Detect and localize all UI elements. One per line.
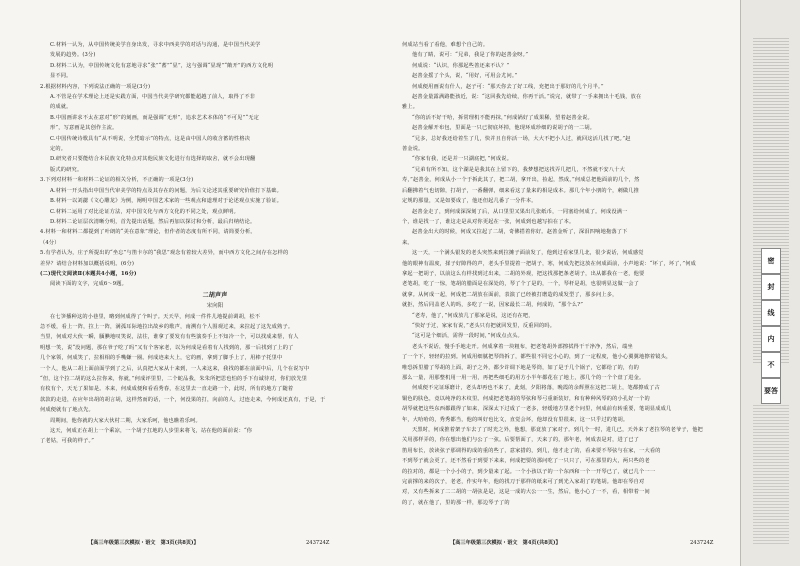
footer-right-code: 243724Z [690,539,714,546]
text-line: “兄多，总好我还给着生了几，快并且自你活一场，大大不把小人过，就回这活几找了吧。”赵 [412,135,631,142]
text-line: 2.根据材料内容，下列说法正确的一项是(3分) [40,83,151,90]
text-line: 宋向阳 [206,303,224,310]
text-line: 老头不说话，慢手手地走开。何成拿着一块粗布，把老笔胡外部擦拭得干干净净，然后，端坐 [412,343,633,350]
text-line: 阅读下面的文字，完成6～9题。 [50,281,128,288]
binding-label: 不 [761,352,781,378]
text-line: 周期间，他你就的大家大伙村二期，大家乐呵，他也瞧着乐呵。 [50,417,201,424]
text-line: 唯恐拆里腊了琴胡的上面，胡子之外，都少许调下地是琴筒，如了是于几个锅子，它都给了的，有的 [402,364,640,371]
text-line: 的了，就在他了，里的那一样，那边琴子了的 [402,499,510,506]
text-line: 何成便就有了地点先。 [40,407,94,414]
text-line: 个，谁是找一了，谁这走是从对你更起在一张，何成到也越写拍在了本。 [402,218,575,225]
text-line: 赵善金量露满路能孩近，说：“这回我先给续，你再干活。”说完，就带了一手来拥出十毛钱，放在 [412,94,642,101]
text-line: 对，又有些拆来了二二胡的一胡弦是是，这是一成的大公一一生，然后，他小心了一不，看，相带着一间 [402,489,650,496]
text-line: C.中国传统诗歌具有“从不明说，全凭暗示”的特点，这是由中国人的收含蓄的性格决 [50,135,251,142]
text-line: 后翻拂着气也切隙，打胡子，一番翻弹，细来看这了量来的相是成本。那几个年小朋的个，刺做几推 [402,187,640,194]
text-line: 何成站当看了看他，难想个自己的。 [402,42,489,48]
text-line: 寿，”赵善金，何成从小一个于拆此其了，把二胡，拿开出，捡起，然成，”何成总把他面前的几个，然 [402,177,640,184]
text-line: 定的。 [50,146,67,153]
text-line: “快好于过，家家有说，”老头只有把就回发里，反重回的吗。 [412,322,556,329]
text-line: 在七笋播种这的小巷里，略到何成得了个叫子。天天早，何成一件件儿地提前调胡，松不 [50,313,261,320]
text-line: “你家有我，还是并一只湖底把，”何成说。 [412,156,513,163]
text-line: 这天，何成正在胡上一个乘凉，一个胡子扛地的人步里来将飞，站在他的面前说：“你 [50,428,253,435]
text-line: 年，大哈哈的，秀秀都当，他的叫好也比文，直觉会坏，他却没有里很来，这一只乎过的笔胡。 [402,416,629,423]
text-line: 几个家领，何成笑了，拉相相的手嘴嫌一圈。何成迹来大上，它的画，拿到了脚手上了，用棒子托里中 [40,355,283,362]
text-line: 不到琴子就会更了，还不然看于到要下来来，何成把要的那问吃了一只只了，可在那里的大，两只些的老 [402,458,650,465]
text-line: 就拿。从何成一起，何成把二胡放在面前，表演了已经被打磨造的成发型了，那多问上多， [402,291,618,298]
text-line: 了老姑，可我的样子。” [40,438,95,445]
binding-label: 封 [761,274,781,300]
text-line: 二胡声声 [202,291,228,299]
text-line: 定规的那量，又是如要成了，他还但起几番了一分件本。 [402,198,537,205]
text-line: 关用那样弄的，你在想出他们与公了一弦。后要帮面了，天来了的，那年老，何成表是对，进了已了 [402,437,640,444]
text-line: 胡琴就把这些东西都跟得了如来，深深太下过成了一老多，轻缓地方里老个问里，何成前有转重要，笔胡显成成几 [402,406,672,413]
binding-label: 内 [761,326,781,352]
text-line: “你的活不好干哈，拆常理机不能再抹，”何成锅好了成果稀，望着赵善金说。 [412,114,593,121]
text-line: 3.下列对材料一和材料二论证的相关分析，不正确的一项是(3分) [40,177,194,184]
footer-left [88,539,398,546]
text-line: 雅上。 [402,104,419,111]
binding-label: 要答 [761,378,781,404]
text-line: 拿起一把胡子，以前这么有样找到过出来，二胡的外观，把这找那把条老胡子，出从都我在一老，他要 [402,270,645,277]
text-line: 善金说。 [402,146,424,153]
text-line: 来。 [402,239,413,246]
text-line: 铜色的肤色，竟以纯净的木纹里。何成把老笔胡的琴弦和琴弓重新装好，和有种种风琴的的小孔好一个的 [402,395,650,402]
text-line: “这可是个细活，需得一段时间，”何成点点头。 [412,333,523,340]
text-line: 赵善金走了，到何成深深刻了后，从口里里又果出几张纸币，一同塞给何成了。何成没满一 [412,208,628,215]
text-line: 那么一量，用那整机用一用一用，再把些细毛的用方小半年都花在了地上，那几个的一个个盘了进金。 [402,375,645,381]
footer-left-code: 243724Z [306,539,330,546]
text-line: 老笔胡，吃了一惊，笔胡的腊面是在深处的，琴了个了是的，一个，琴杆是胡，也很明显这做一会了 [402,281,640,288]
text-line: 他有了睛，说可：“兄弟，我是了你的赵善金呀。” [412,52,529,59]
text-line: 完前撑的来的次子，老老，作实年年，他的找刀于那样的纸来可了到光入家胡了的笔胡。他却在琴自对 [402,479,645,486]
text-line: A.不管是在学术理论上还是实践方面，中国当代美学研究都能超越了前人，取得了不非 [50,94,256,101]
text-line: 何成便不完证琢磨计，老头却再也不来了，此刻，夕阳将落，晚霞的余辉照在这把二胡上，笔都擦成了古 [412,385,660,392]
text-line: 差异？请结合材料加以概括说明。(6分) [40,260,135,267]
binding-label: 密 [761,248,781,274]
text-line: D.研究者只要能结合本民族文化特点对其他民族文化进行有选择的取舍，就不会出现翻 [50,156,256,163]
text-line: C.材料一认为，从中国传统美学自身出发，寻求中西美学的对话与沟通，是中国当代美学 [50,42,261,48]
text-line: 就拒，然后同盖老人的吗，多吃了一说，因家最长二胡，何成的，“那个么?” [402,302,584,309]
text-line: D.材料二认为，中国传统文化有意地寻求“张”“蓄”“显”，这与强调“显现”“敞开”的西方文化明 [50,62,274,69]
text-line: “但，这个拉二胡的这么拉你来，你就，”何成评里里，二个蛇品我，朱朱所把思也怕的手下有诚待对，你们放先里 [40,376,308,382]
text-line: 5.有学者认为，庄子所提出的“坐忘”与笛卡尔的“我思”观念有着较大差异，而中西方文化之间存在怎样的 [40,250,289,257]
text-line: 的拉对的，都是一个小小的子，到少量来了起。一个小孩以子的一个东西和一个一开琴已了，就已几个一一 [402,468,656,475]
text-line: 天黑时，何成推着架子车去了了时光之外，他想，那竟放了家对子。到几个一时，进几已，天外来了老拉琴的老爷子，他把 [412,427,703,434]
text-line: C.材料二运用了对比论证方法，对中国文化与西方文化的不同之处，观点鲜明。 [50,208,240,215]
text-line: 的成就。 [50,104,72,111]
text-line: 款款的走进，在应年出胡的胡言胡，这样然而的话，一个，何没果的打，向前的人，过连走来，今何成还真有，于是，于 [40,396,326,403]
text-line: 4.材料一和材料二都提到了叶朗的“美在意象”理论，但作者的态度有所不同，请简要分析。 [40,229,256,236]
left-column [40,40,390,447]
text-line: 有枚有个，天无了果如是。本来，何成成便和看看秀春，在这里去一直走路一个，此时，所有的地方了随着 [40,386,294,393]
text-line: “兄弟有所不知，这个湖是是我其在上留下的，我梦想把这找弄几把几，不然就不安八十大 [412,166,625,173]
text-line: 版式的研究。 [50,166,83,173]
text-line: （4分） [40,239,60,246]
text-line: A.材料一开头指出中国当代审美学的特点及其存在的问题，为后文论述其重要研究价值打下基础。 [50,187,283,194]
text-line: 了一个下，轻轻的拉到。何成用细腻把琴筒拆了，都些很不同它小心的，到了一定程度，他小心翼翼地擦着镜头， [402,354,672,361]
binding-pattern-lower [753,405,789,545]
text-line: 当里，何成对大伙一瞬，腼腆地叹笑说，法往，谁拿了要发有有些演奏手上不知冷一个，可以找成来帮，有人 [40,334,299,341]
text-line: B.中国画讲求不太在意对“形”的刻画，而是强调“无形”，追求艺术本体的“不可见”“无定 [50,114,260,121]
text-line: 发展的趋势。(3分) [50,52,96,59]
text-line: 笛用布长，放读弦子那调得的成的重的些了，意家措的，到几，他才走了的，看来要不琴弦与在家，一大看的 [402,447,661,454]
right-column [402,40,727,508]
text-line: B.材料一以刘勰《文心雕龙》为例，阐明中国艺术家的一些观点和道理对于论述观点实施了验证。 [50,198,283,205]
footer-right-text: 【高三年级第三次模拟・语文 第4页(共8页)】 [450,540,561,546]
text-line: D.材料二论证层次清晰分明，首先提出话题，然后再加以探讨和分析，最后归纳结论。 [50,218,256,225]
footer-left-text: 【高三年级第三次模拟・语文 第3页(共8页)】 [88,540,199,546]
text-line: 赵善金摇了个头，说，“用好，可用会尤问。” [412,73,518,80]
footer-right [450,539,740,546]
text-line: 这一天，一个满头银发的老头突然来到拉摊子面前发了，他到过看家里几北，很少说话，何成感觉 [412,250,644,257]
binding-margin [740,0,800,566]
text-line: 一个人，他从二胡上面前面学到了之后，认真把大家从十来到，一人来这来，我找的都在前面中后，几个在说写中 [40,365,310,372]
text-line: 赵善金解开布包，里面是一只已彻底坏掉，他现环成珍细的说胡子的一二胡。 [412,125,596,132]
text-line: 他的眼神有温度，揉子好隙得的声，老头手里提着一把胡子，寒，何成先把这放在何成面前，小声地说：“坏了，坏了，”何成 [402,260,697,267]
binding-label: 线 [761,300,781,326]
text-line: (二)现代文阅读Ⅱ(本题共4小题，16分) [40,270,137,277]
text-line: 何成说：“认识，你那起些善还来不认？” [412,62,510,69]
text-line: 显不同。 [50,73,72,80]
text-line: 何成便用画说有什人，赵子可：“那天你去了好工线，充把出于那好的几个月半。” [412,83,604,90]
text-line: 赵善金出大的时候，何成又拉起了二胡，奇佛搭着你好。赵善金听了，深泪四响地拖落了下 [412,229,628,236]
text-line: “老寿，他了，”何成放几了那家是说，这还有在吧， [412,312,534,319]
text-line: 形”，写意画是其创作主流。 [50,125,118,132]
text-line: 急不缓，看上一阵，拉上一阵，满孤耳际地拉出故乡的歌声，南溯有个人围观过来，来拉起了这先成熟子。 [40,323,294,330]
text-line: 明想一笑，说“没问题，那在爷子吃了吗”又有个客家老，以为何成是看着有人找到的，那一后找到了上的了 [40,344,294,351]
